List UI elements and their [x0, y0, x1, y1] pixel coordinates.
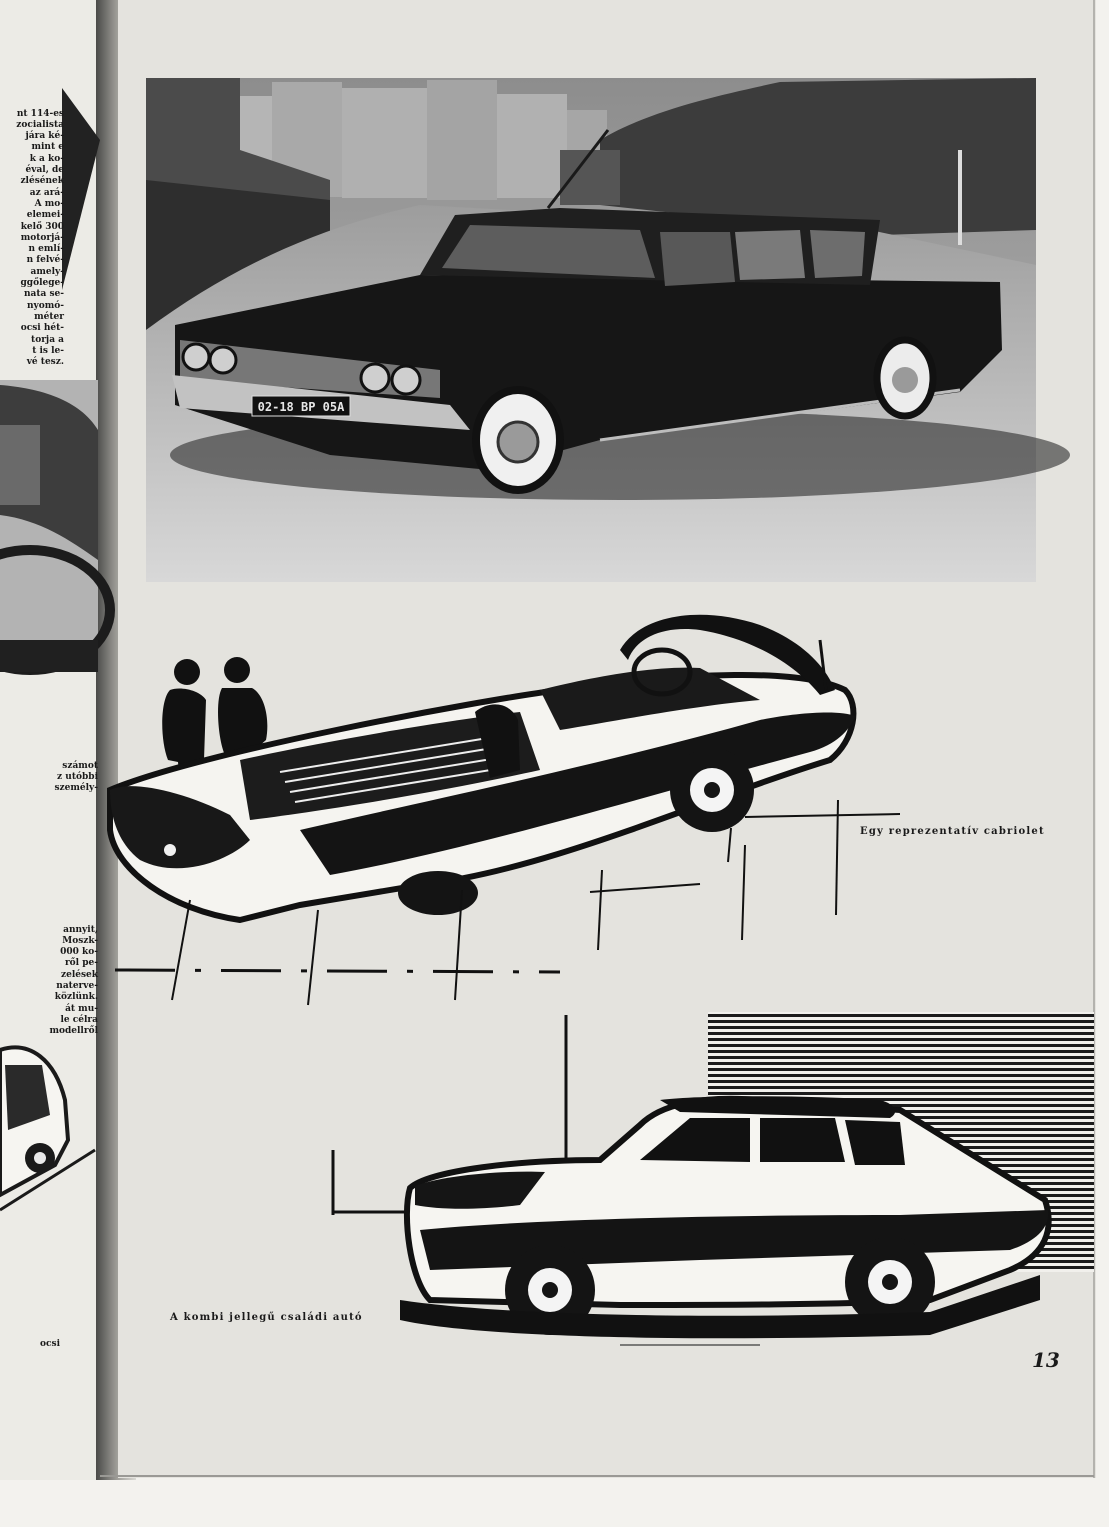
limousine-photo [146, 78, 1070, 582]
text-line: vé tesz. [26, 357, 64, 368]
left-column-lower [0, 902, 98, 1049]
text-line: modellről [49, 1026, 98, 1037]
text-line: zlésének [20, 176, 64, 187]
text-line: n felvé- [26, 255, 64, 266]
text-line: ggőlege- [20, 278, 64, 289]
page-number: 13 [1032, 1348, 1060, 1372]
text-line: 000 ko- [60, 947, 98, 958]
dashboard-photo-crop [0, 380, 110, 672]
text-line: t is le- [32, 345, 64, 356]
text-line: ocsi hét- [20, 323, 64, 334]
text-line: az ará- [29, 187, 64, 198]
left-column-top [0, 86, 64, 380]
text-line: nyomó- [26, 300, 64, 311]
text-line: torja a [31, 334, 64, 345]
text-line: n emlí- [28, 244, 64, 255]
left-column-bottom [0, 1316, 60, 1361]
text-line: éval, de [25, 165, 64, 176]
text-line: méter [34, 311, 64, 322]
text-line: zelések [60, 969, 98, 980]
text-line: annyit, [63, 924, 98, 935]
text-line: A mo- [34, 198, 64, 209]
text-line: k a ko- [29, 153, 64, 164]
text-line: amely- [30, 266, 64, 277]
text-line: mint e [31, 142, 64, 153]
caption-cabriolet: Egy reprezentatív cabriolet [860, 826, 1045, 837]
text-line: át mu- [65, 1003, 98, 1014]
text-line: Moszk- [62, 935, 98, 946]
text-line: le célra [60, 1014, 98, 1025]
text-line: nt 114-es [16, 108, 64, 119]
text-line: zocialista [16, 119, 64, 130]
text-line: naterve- [56, 981, 98, 992]
text-line: nata se- [23, 289, 64, 300]
text-line: kelő 300 [20, 221, 64, 232]
text-line: motorjá- [20, 232, 64, 243]
left-column-mid [0, 738, 98, 806]
text-line: jára ké- [25, 131, 64, 142]
text-line: személy- [54, 783, 98, 794]
text-line: közlünk. [54, 992, 98, 1003]
license-plate: 02-18 ВР 05А [257, 400, 345, 414]
text-line: elemei- [26, 210, 64, 221]
text-line: ocsi [40, 1338, 60, 1349]
caption-kombi: A kombi jellegű családi autó [170, 1312, 363, 1323]
text-line: ről pe- [64, 958, 98, 969]
text-line: számot [62, 760, 98, 771]
text-line: z utóbbi [57, 771, 98, 782]
